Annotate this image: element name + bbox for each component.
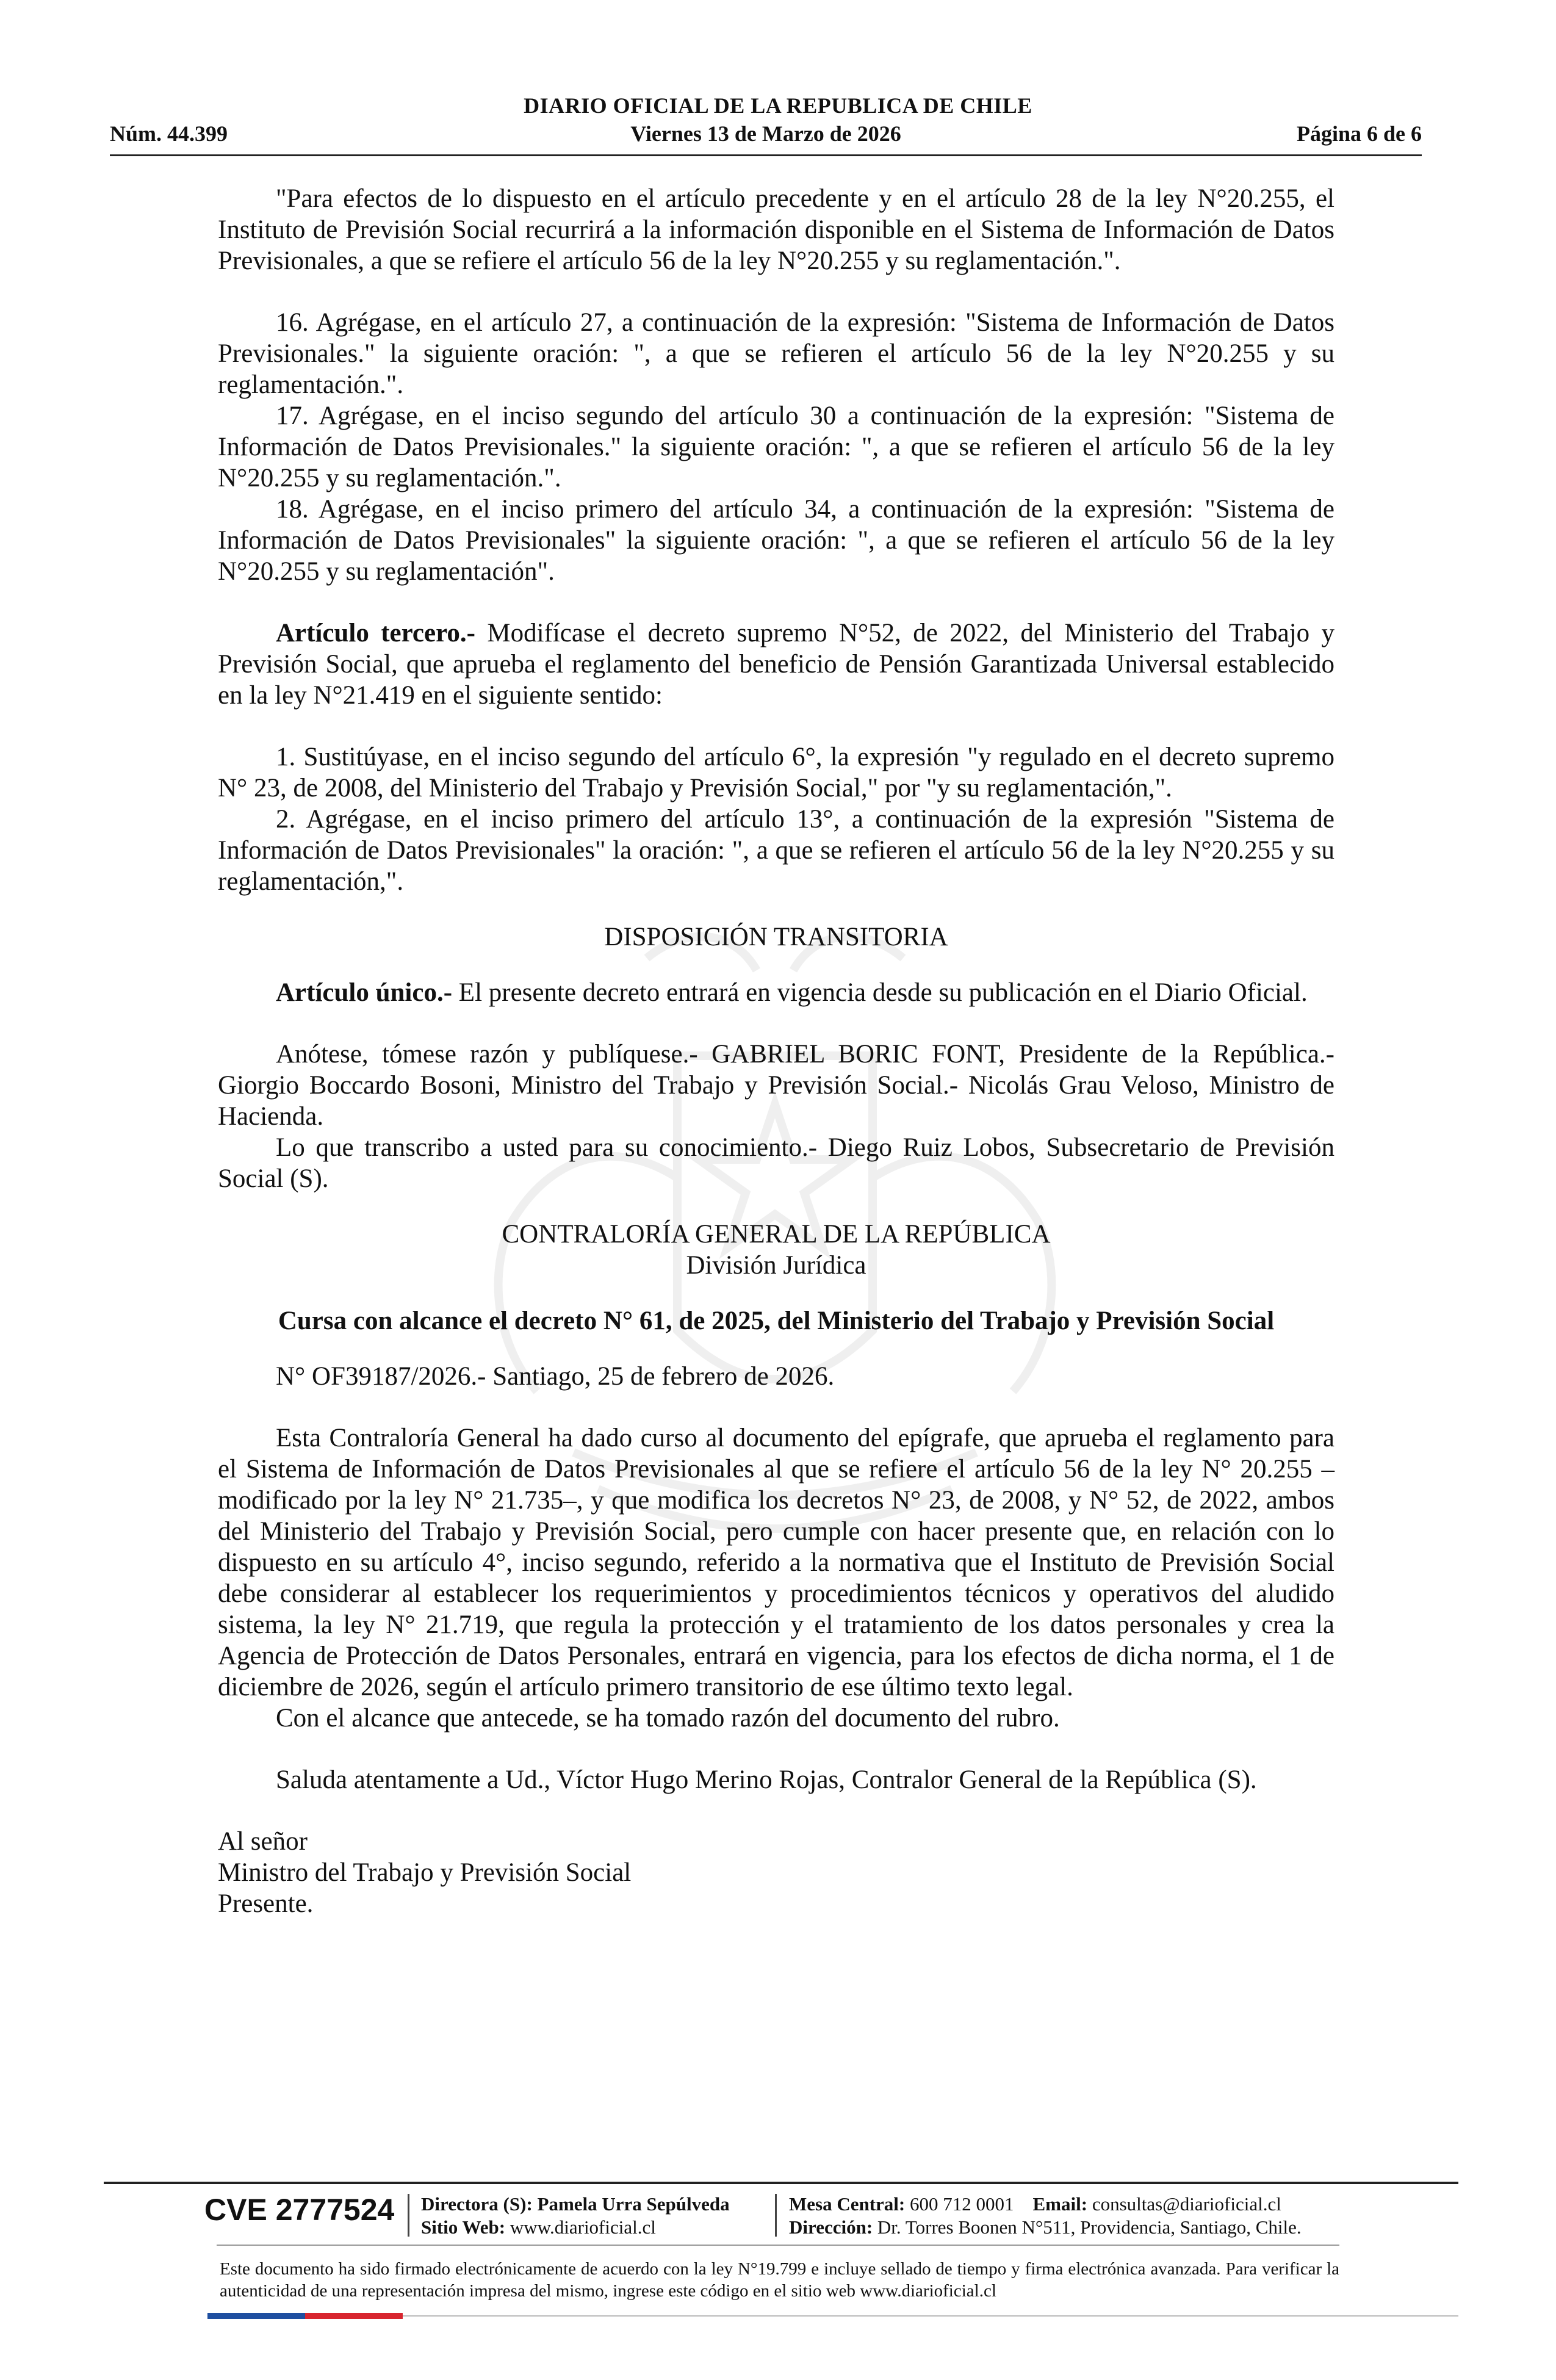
page-number: Página 6 de 6 <box>1296 121 1422 146</box>
footer-separator <box>775 2194 777 2237</box>
footer-thin-divider <box>217 2245 1339 2246</box>
email-link[interactable]: consultas@diarioficial.cl <box>1092 2193 1281 2215</box>
director-name: Pamela Urra Sepúlveda <box>537 2193 730 2215</box>
oficio-line: N° OF39187/2026.- Santiago, 25 de febrero de 2026. <box>276 1362 835 1391</box>
contraloria-heading: CONTRALORÍA GENERAL DE LA REPÚBLICA <box>502 1220 1051 1249</box>
article-third <box>218 618 1334 711</box>
address-value: Dr. Torres Boonen N°511, Providencia, Santiago, Chile. <box>877 2216 1302 2238</box>
paragraph-quote: "Para efectos de lo dispuesto en el artículo precedente y en el artículo 28 de la ley N°20.255, el Instituto de Previsión Social recurrirá a la información disponible en el Sistema de Información de Datos Previsionales, a que se refiere el artículo 56 de la ley N°20.255 y su reglamentación.". <box>218 184 1334 275</box>
article-unique-label: Artículo único.- <box>276 978 453 1007</box>
list-item-16: 16. Agrégase, en el artículo 27, a continuación de la expresión: "Sistema de Información de Datos Previsionales." la siguiente oración: ", a que se refieren el artículo 56 de la ley N°20.255 y su reglamentación.". <box>218 308 1334 399</box>
phone-value: 600 712 0001 <box>910 2193 1014 2215</box>
article-third-item-1: 1. Sustitúyase, en el inciso segundo del artículo 6°, la expresión "y regulado en el decreto supremo N° 23, de 2008, del Ministerio del Trabajo y Previsión Social," por "y su reglamentación,". <box>218 743 1334 802</box>
signature-notice: Este documento ha sido firmado electrónicamente de acuerdo con la ley N°19.799 e incluye sellado de tiempo y firma electrónica avanzada. Para verificar la autenticidad de una representación impresa del mismo, ingrese este código en el sitio web www.diarioficial.cl <box>220 2259 1339 2301</box>
footer-separator <box>408 2194 409 2237</box>
phone-label: Mesa Central: <box>789 2193 906 2215</box>
article-third-item-2: 2. Agrégase, en el inciso primero del artículo 13°, a continuación de la expresión "Sistema de Información de Datos Previsionales" la oración: ", a que se refieren el artículo 56 de la ley N°20.255 y su reglamentación,". <box>218 805 1334 896</box>
cursa-title: Cursa con alcance el decreto N° 61, de 2025, del Ministerio del Trabajo y Previsión Social <box>278 1307 1275 1335</box>
contraloria-paragraph: Esta Contraloría General ha dado curso al documento del epígrafe, que aprueba el reglamento para el Sistema de Información de Datos Previsionales al que se refiere el artículo 56 de la ley N° 20.255 –modificado por la ley N° 21.735–, y que modifica los decretos N° 23, de 2008, y N° 52, de 2022, ambos del Ministerio del Trabajo y Previsión Social, pero cumple con hacer presente que, en relación con lo dispuesto en su artículo 4°, inciso segundo, referido a la normativa que el Instituto de Previsión Social debe considerar al establecer los requerimientos y procedimientos técnicos y operativos del aludido sistema, la ley N° 21.719, que regula la protección y el tratamiento de los datos personales y crea la Agencia de Protección de Datos Personales, entrará en vigencia, para los efectos de dicha norma, el 1 de diciembre de 2026, según el artículo primero transitorio de ese último texto legal. <box>218 1424 1334 1701</box>
issue-number: Núm. 44.399 <box>110 121 228 146</box>
email-label: Email: <box>1032 2193 1088 2215</box>
cve-code: CVE 2777524 <box>204 2193 395 2227</box>
addressee-line: Presente. <box>218 1889 314 1918</box>
address-label: Dirección: <box>789 2216 873 2238</box>
article-unique <box>218 977 1334 1008</box>
article-third-label: Artículo tercero.- <box>276 619 475 647</box>
article-third-text: Modifícase el decreto supremo N°52, de 2022, del Ministerio del Trabajo y Previsión Social, que aprueba el reglamento del beneficio de Pensión Garantizada Universal establecido en la ley N°21.419 en el siguiente sentido: <box>218 619 1334 710</box>
transitory-heading: DISPOSICIÓN TRANSITORIA <box>604 923 948 951</box>
signature-paragraph: Anótese, tómese razón y publíquese.- GABRIEL BORIC FONT, Presidente de la República.- Giorgio Boccardo Bosoni, Ministro del Trabajo y Previsión Social.- Nicolás Grau Veloso, Ministro de Hacienda. <box>218 1040 1334 1131</box>
footer-contact-left <box>421 2193 730 2239</box>
footer-divider <box>104 2182 1458 2184</box>
addressee-line: Al señor <box>218 1827 308 1856</box>
list-item-17: 17. Agrégase, en el inciso segundo del artículo 30 a continuación de la expresión: "Sistema de Información de Datos Previsionales." la siguiente oración: ", a que se refieren el artículo 56 de la ley N°20.255 y su reglamentación.". <box>218 402 1334 492</box>
addressee-line: Ministro del Trabajo y Previsión Social <box>218 1858 632 1887</box>
issue-date: Viernes 13 de Marzo de 2026 <box>630 121 901 146</box>
newspaper-title: DIARIO OFICIAL DE LA REPUBLICA DE CHILE <box>524 93 1032 118</box>
list-item-18: 18. Agrégase, en el inciso primero del artículo 34, a continuación de la expresión: "Sistema de Información de Datos Previsionales" la siguiente oración: ", a que se refieren el artículo 56 de la ley N°20.255 y su reglamentación". <box>218 495 1334 586</box>
web-link[interactable]: www.diarioficial.cl <box>510 2216 656 2238</box>
article-unique-text: El presente decreto entrará en vigencia desde su publicación en el Diario Oficial. <box>452 978 1308 1007</box>
alcance-paragraph: Con el alcance que antecede, se ha tomado razón del documento del rubro. <box>276 1704 1060 1733</box>
division-heading: División Jurídica <box>686 1251 866 1280</box>
flag-stripe-blue <box>207 2313 305 2319</box>
header-divider <box>110 154 1422 156</box>
header-row <box>110 121 1422 148</box>
document-body <box>218 183 1334 1919</box>
flag-stripe-red <box>305 2313 403 2319</box>
footer-contact-right <box>789 2193 1302 2239</box>
transcribe-paragraph: Lo que transcribo a usted para su conocimiento.- Diego Ruiz Lobos, Subsecretario de Previsión Social (S). <box>218 1133 1334 1193</box>
web-label: Sitio Web: <box>421 2216 506 2238</box>
director-label: Directora (S): <box>421 2193 533 2215</box>
saluda-paragraph: Saluda atentamente a Ud., Víctor Hugo Merino Rojas, Contralor General de la República (S). <box>276 1765 1257 1794</box>
